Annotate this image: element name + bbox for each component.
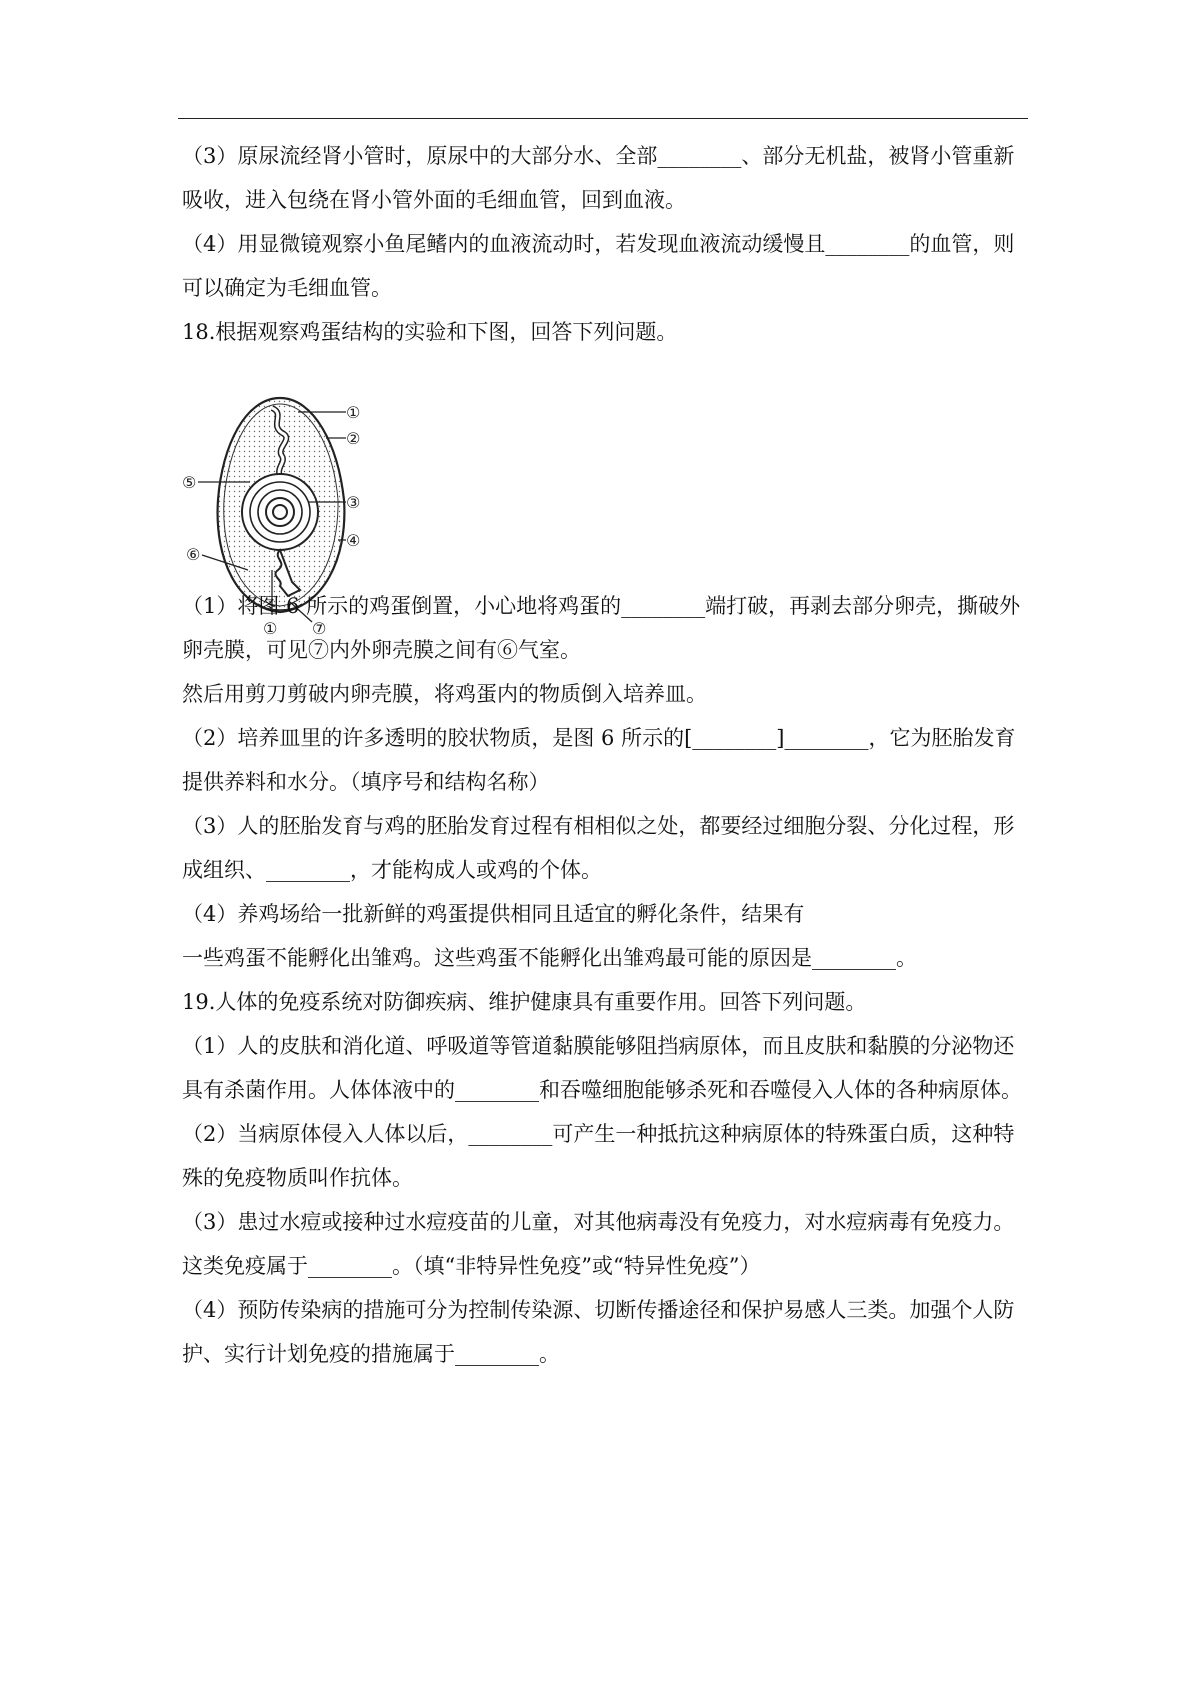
label-4: ④	[346, 531, 361, 550]
text-line: （2）培养皿里的许多透明的胶状物质，是图 6 所示的[________]________，它为胚胎发育	[182, 726, 1016, 750]
label-2: ②	[346, 429, 361, 448]
text-line: 卵壳膜，可见⑦内外卵壳膜之间有⑥气室。	[182, 638, 581, 662]
text-line: （3）原尿流经肾小管时，原尿中的大部分水、全部________、部分无机盐，被肾小管重新	[182, 144, 1015, 168]
question-heading: 19.人体的免疫系统对防御疾病、维护健康具有重要作用。回答下列问题。	[182, 990, 867, 1014]
text-line: （4）预防传染病的措施可分为控制传染源、切断传播途径和保护易感人三类。加强个人防	[182, 1298, 1015, 1322]
text-line: 成组织、________，才能构成人或鸡的个体。	[182, 858, 602, 882]
text-line: （3）患过水痘或接种过水痘疫苗的儿童，对其他病毒没有免疫力，对水痘病毒有免疫力。	[182, 1210, 1015, 1234]
text-line: 可以确定为毛细血管。	[182, 276, 392, 300]
label-7: ⑦	[312, 619, 327, 638]
text-line: 这类免疫属于________。（填“非特异性免疫”或“特异性免疫”）	[182, 1254, 761, 1278]
label-1-top: ①	[346, 403, 361, 422]
text-line: （4）养鸡场给一批新鲜的鸡蛋提供相同且适宜的孵化条件，结果有	[182, 902, 805, 926]
text-line: （1）将图 6 所示的鸡蛋倒置，小心地将鸡蛋的________端打破，再剥去部分卵壳，撕破外	[182, 594, 1021, 618]
text-line: 提供养料和水分。（填序号和结构名称）	[182, 770, 550, 794]
text-line: 具有杀菌作用。人体体液中的________和吞噬细胞能够杀死和吞噬侵入人体的各种病原体。	[182, 1078, 1022, 1102]
label-1-bottom: ①	[263, 619, 278, 638]
text-line: （1）人的皮肤和消化道、呼吸道等管道黏膜能够阻挡病原体，而且皮肤和黏膜的分泌物还	[182, 1034, 1015, 1058]
label-6: ⑥	[186, 545, 201, 564]
question-heading: 18.根据观察鸡蛋结构的实验和下图，回答下列问题。	[182, 320, 678, 344]
text-line: 一些鸡蛋不能孵化出雏鸡。这些鸡蛋不能孵化出雏鸡最可能的原因是________。	[182, 946, 917, 970]
text-line: 殊的免疫物质叫作抗体。	[182, 1166, 413, 1190]
text-line: 护、实行计划免疫的措施属于________。	[182, 1342, 560, 1366]
text-line: 吸收，进入包绕在肾小管外面的毛细血管，回到血液。	[182, 188, 686, 212]
label-3: ③	[346, 493, 361, 512]
text-line: （2）当病原体侵入人体以后，________可产生一种抵抗这种病原体的特殊蛋白质，这种特	[182, 1122, 1015, 1146]
label-5: ⑤	[182, 473, 197, 492]
text-line: 然后用剪刀剪破内卵壳膜，将鸡蛋内的物质倒入培养皿。	[182, 682, 707, 706]
text-line: （3）人的胚胎发育与鸡的胚胎发育过程有相相似之处，都要经过细胞分裂、分化过程，形	[182, 814, 1015, 838]
header-rule	[178, 118, 1028, 119]
text-line: （4）用显微镜观察小鱼尾鳍内的血液流动时，若发现血液流动缓慢且________的血管，则	[182, 232, 1015, 256]
